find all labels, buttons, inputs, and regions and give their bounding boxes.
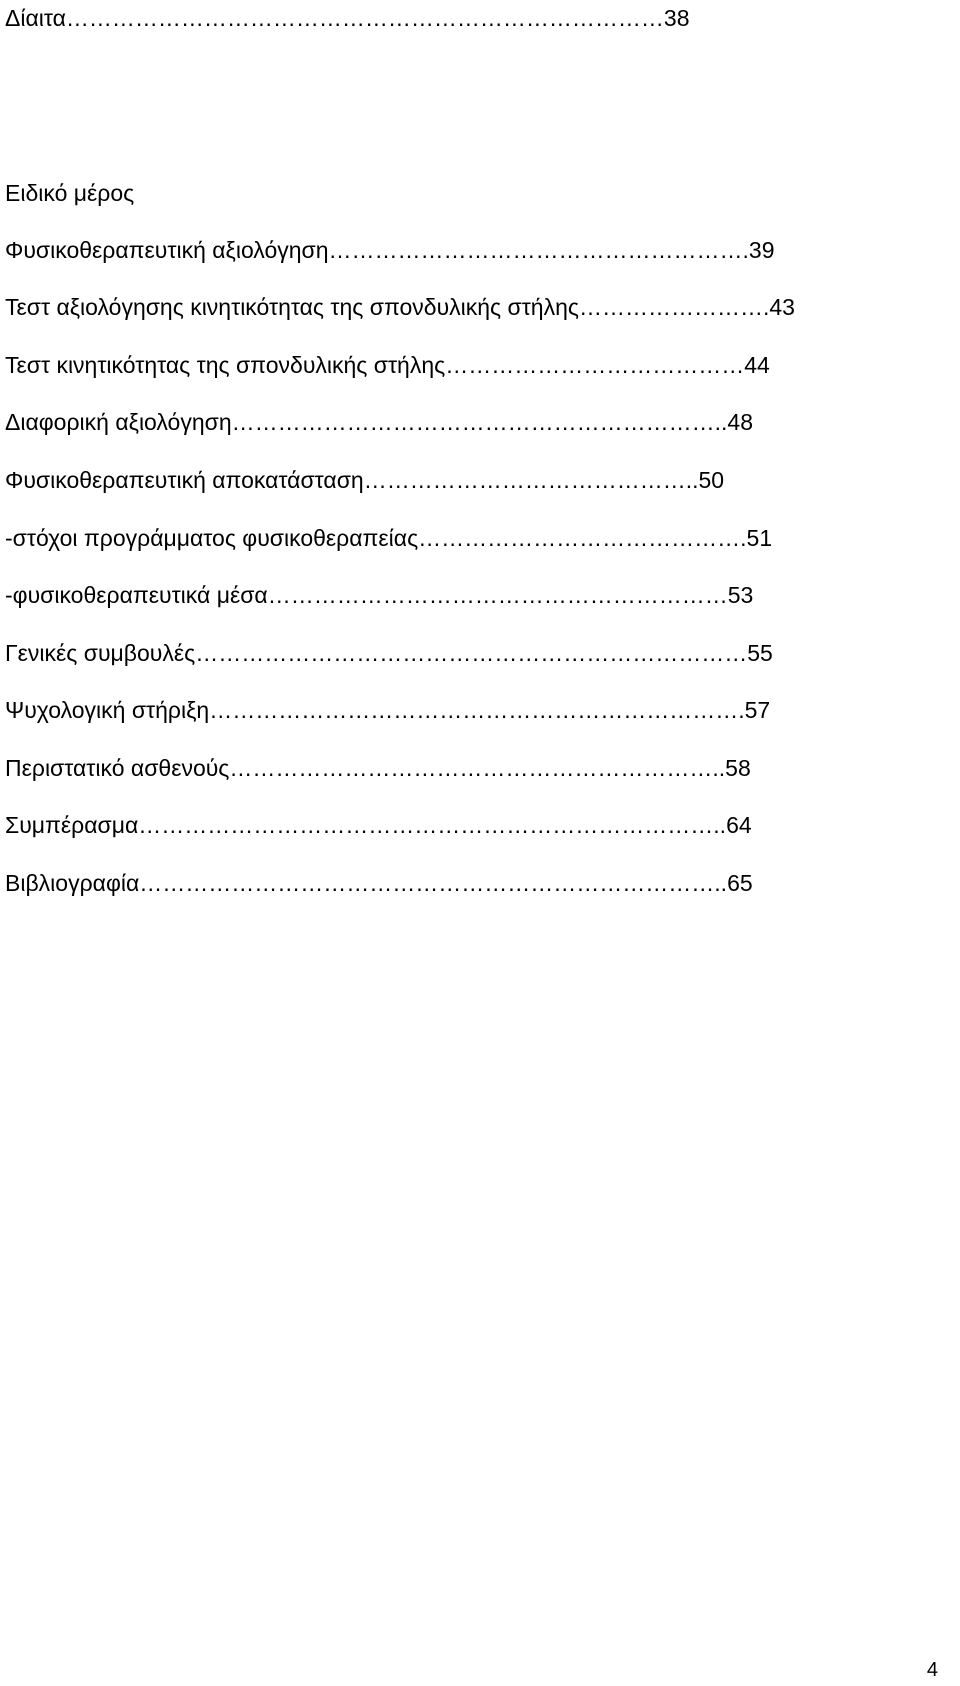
toc-entry: Διαφορική αξιολόγηση………………………………………………………..48 bbox=[5, 409, 753, 435]
toc-entry: Γενικές συμβουλές………………………………………………………………55 bbox=[5, 640, 773, 666]
toc-entry: Φυσικοθεραπευτική αξιολόγηση……………………………………………….39 bbox=[5, 237, 775, 263]
toc-entry: Ψυχολογική στήριξη…………………………………………………………….57 bbox=[5, 697, 771, 723]
toc-entry: Βιβλιογραφία…………………………………………………………………..65 bbox=[5, 870, 753, 896]
page-number: 4 bbox=[926, 1659, 938, 1681]
toc-entry: Φυσικοθεραπευτική αποκατάσταση……………………………………..50 bbox=[5, 467, 725, 493]
toc-subentry: -στόχοι προγράμματος φυσικοθεραπείας…………………………………….51 bbox=[5, 525, 773, 551]
toc-entry-diet: Δίαιτα……………………………………………………………………38 bbox=[5, 5, 690, 31]
toc-entry: Συμπέρασμα…………………………………………………………………..64 bbox=[5, 812, 752, 838]
toc-section-heading: Ειδικό μέρος bbox=[5, 180, 135, 206]
toc-entry: Τεστ αξιολόγησης κινητικότητας της σπονδυλικής στήλης…………………….43 bbox=[5, 294, 795, 320]
toc-subentry: -φυσικοθεραπευτικά μέσα……………………………………………………53 bbox=[5, 582, 754, 608]
toc-entry: Τεστ κινητικότητας της σπονδυλικής στήλης…………………………………44 bbox=[5, 352, 770, 378]
toc-entry: Περιστατικό ασθενούς………………………………………………………..58 bbox=[5, 755, 751, 781]
